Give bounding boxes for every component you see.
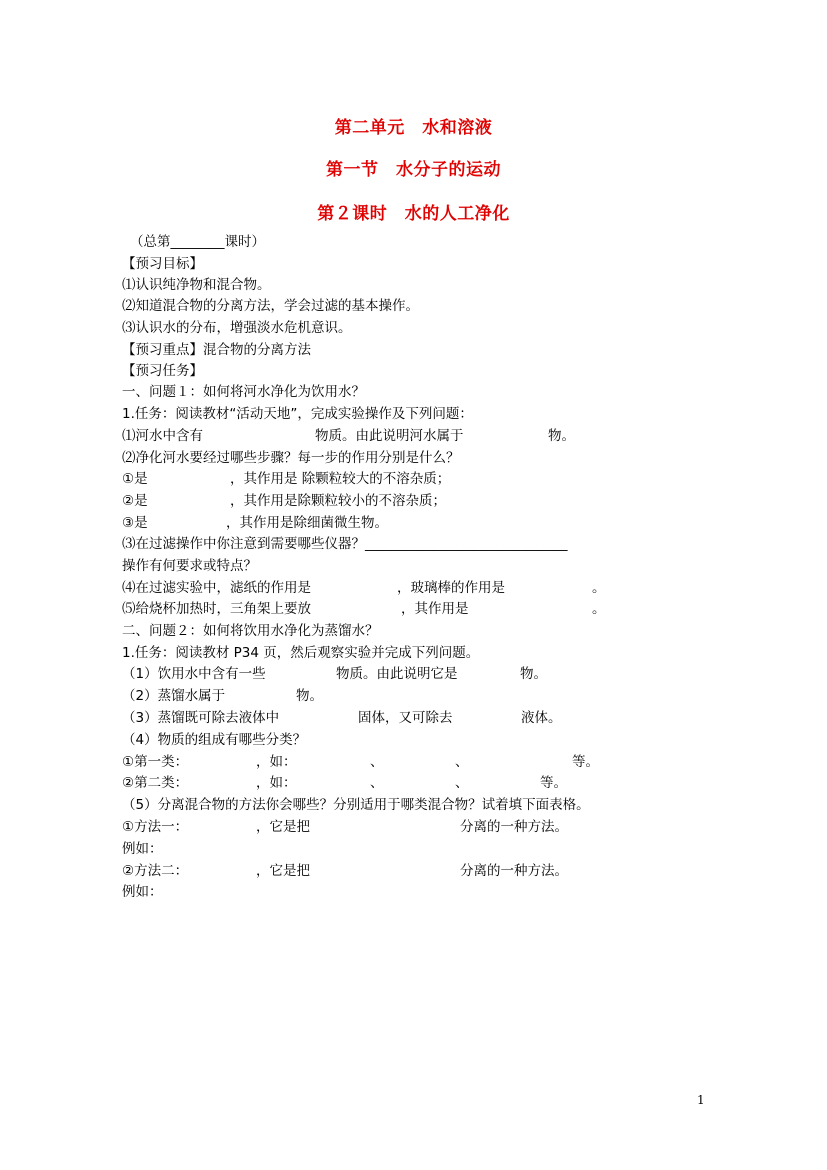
text-segment: 例如： xyxy=(122,841,163,857)
text-segment: 分离的一种方法。 xyxy=(460,819,568,835)
page-number: 1 xyxy=(697,1093,705,1107)
text-segment: 物。 xyxy=(520,666,547,682)
text-segment: 等。 xyxy=(572,754,599,770)
text-segment: 、 xyxy=(455,754,469,770)
text-segment: ⑷在过滤实验中，滤纸的作用是 xyxy=(122,580,311,596)
text-segment: ⑵知道混合物的分离方法，学会过滤的基本操作。 xyxy=(122,298,419,314)
lesson-title: 第２课时 水的人工净化 xyxy=(317,204,510,224)
text-segment: ，其作用是 除颗粒较大的不溶杂质； xyxy=(230,471,451,487)
text-segment: 例如： xyxy=(122,884,163,900)
text-segment: ，它是把 xyxy=(256,819,310,835)
text-segment: （总第________课时） xyxy=(130,234,265,250)
text-segment: 【预习任务】 xyxy=(122,363,203,379)
text-segment: （1）饮用水中含有一些 xyxy=(122,666,266,682)
text-segment: 二、问题２：如何将饮用水净化为蒸馏水？ xyxy=(122,623,379,639)
text-segment: ⑸给烧杯加热时，三角架上要放 xyxy=(122,601,311,617)
text-segment: ②方法二： xyxy=(122,863,189,879)
text-segment: ，其作用是除颗粒较小的不溶杂质； xyxy=(230,493,446,509)
text-segment: ，其作用是除细菌微生物。 xyxy=(226,515,388,531)
text-segment: ⑶在过滤操作中你注意到需要哪些仪器？______________________________ xyxy=(122,536,568,552)
text-segment: ②是 xyxy=(122,493,148,509)
text-segment: 等。 xyxy=(540,775,567,791)
text-segment: 物质。由此说明它是 xyxy=(336,666,458,682)
text-segment: ⑶认识水的分布，增强淡水危机意识。 xyxy=(122,320,352,336)
text-segment: ①第一类： xyxy=(122,754,189,770)
text-segment: 、 xyxy=(370,775,384,791)
section-title: 第一节 水分子的运动 xyxy=(326,160,501,180)
text-segment: 。 xyxy=(592,601,606,617)
text-segment: ②第二类： xyxy=(122,775,189,791)
text-segment: ⑵净化河水要经过哪些步骤？每一步的作用分别是什么？ xyxy=(122,450,460,466)
text-segment: 操作有何要求或特点？ xyxy=(122,558,257,574)
text-segment: （2）蒸馏水属于 xyxy=(122,688,226,704)
text-segment: 一、问题１：如何将河水净化为饮用水？ xyxy=(122,384,365,400)
text-segment: 1.任务：阅读教材“活动天地”，完成实验操作及下列问题： xyxy=(122,406,473,422)
text-segment: 。 xyxy=(592,580,606,596)
text-segment: ⑴认识纯净物和混合物。 xyxy=(122,277,271,293)
text-segment: 物。 xyxy=(548,428,575,444)
text-segment: 物。 xyxy=(296,688,323,704)
text-segment: ③是 xyxy=(122,515,148,531)
unit-title: 第二单元 水和溶液 xyxy=(334,118,493,138)
text-segment: ，它是把 xyxy=(256,863,310,879)
text-segment: ①是 xyxy=(122,471,148,487)
text-segment: 分离的一种方法。 xyxy=(460,863,568,879)
text-segment: 固体，又可除去 xyxy=(358,710,453,726)
text-segment: 1.任务：阅读教材 P34 页，然后观察实验并完成下列问题。 xyxy=(122,645,480,661)
text-segment: ⑴河水中含有 xyxy=(122,428,203,444)
text-segment: ，如： xyxy=(256,775,297,791)
text-segment: （3）蒸馏既可除去液体中 xyxy=(122,710,280,726)
text-segment: 、 xyxy=(370,754,384,770)
text-segment: 液体。 xyxy=(521,710,562,726)
text-segment: ，其作用是 xyxy=(401,601,469,617)
text-segment: （5）分离混合物的方法你会哪些？分别适用于哪类混合物？试着填下面表格。 xyxy=(122,797,590,813)
text-segment: （4）物质的组成有哪些分类？ xyxy=(122,732,307,748)
text-segment: ①方法一： xyxy=(122,819,189,835)
text-segment: 物质。由此说明河水属于 xyxy=(315,428,464,444)
text-segment: 、 xyxy=(455,775,469,791)
text-segment: ，如： xyxy=(256,754,297,770)
text-segment: 【预习目标】 xyxy=(122,256,203,272)
text-segment: 【预习重点】混合物的分离方法 xyxy=(122,342,311,358)
text-segment: ，玻璃棒的作用是 xyxy=(397,580,505,596)
